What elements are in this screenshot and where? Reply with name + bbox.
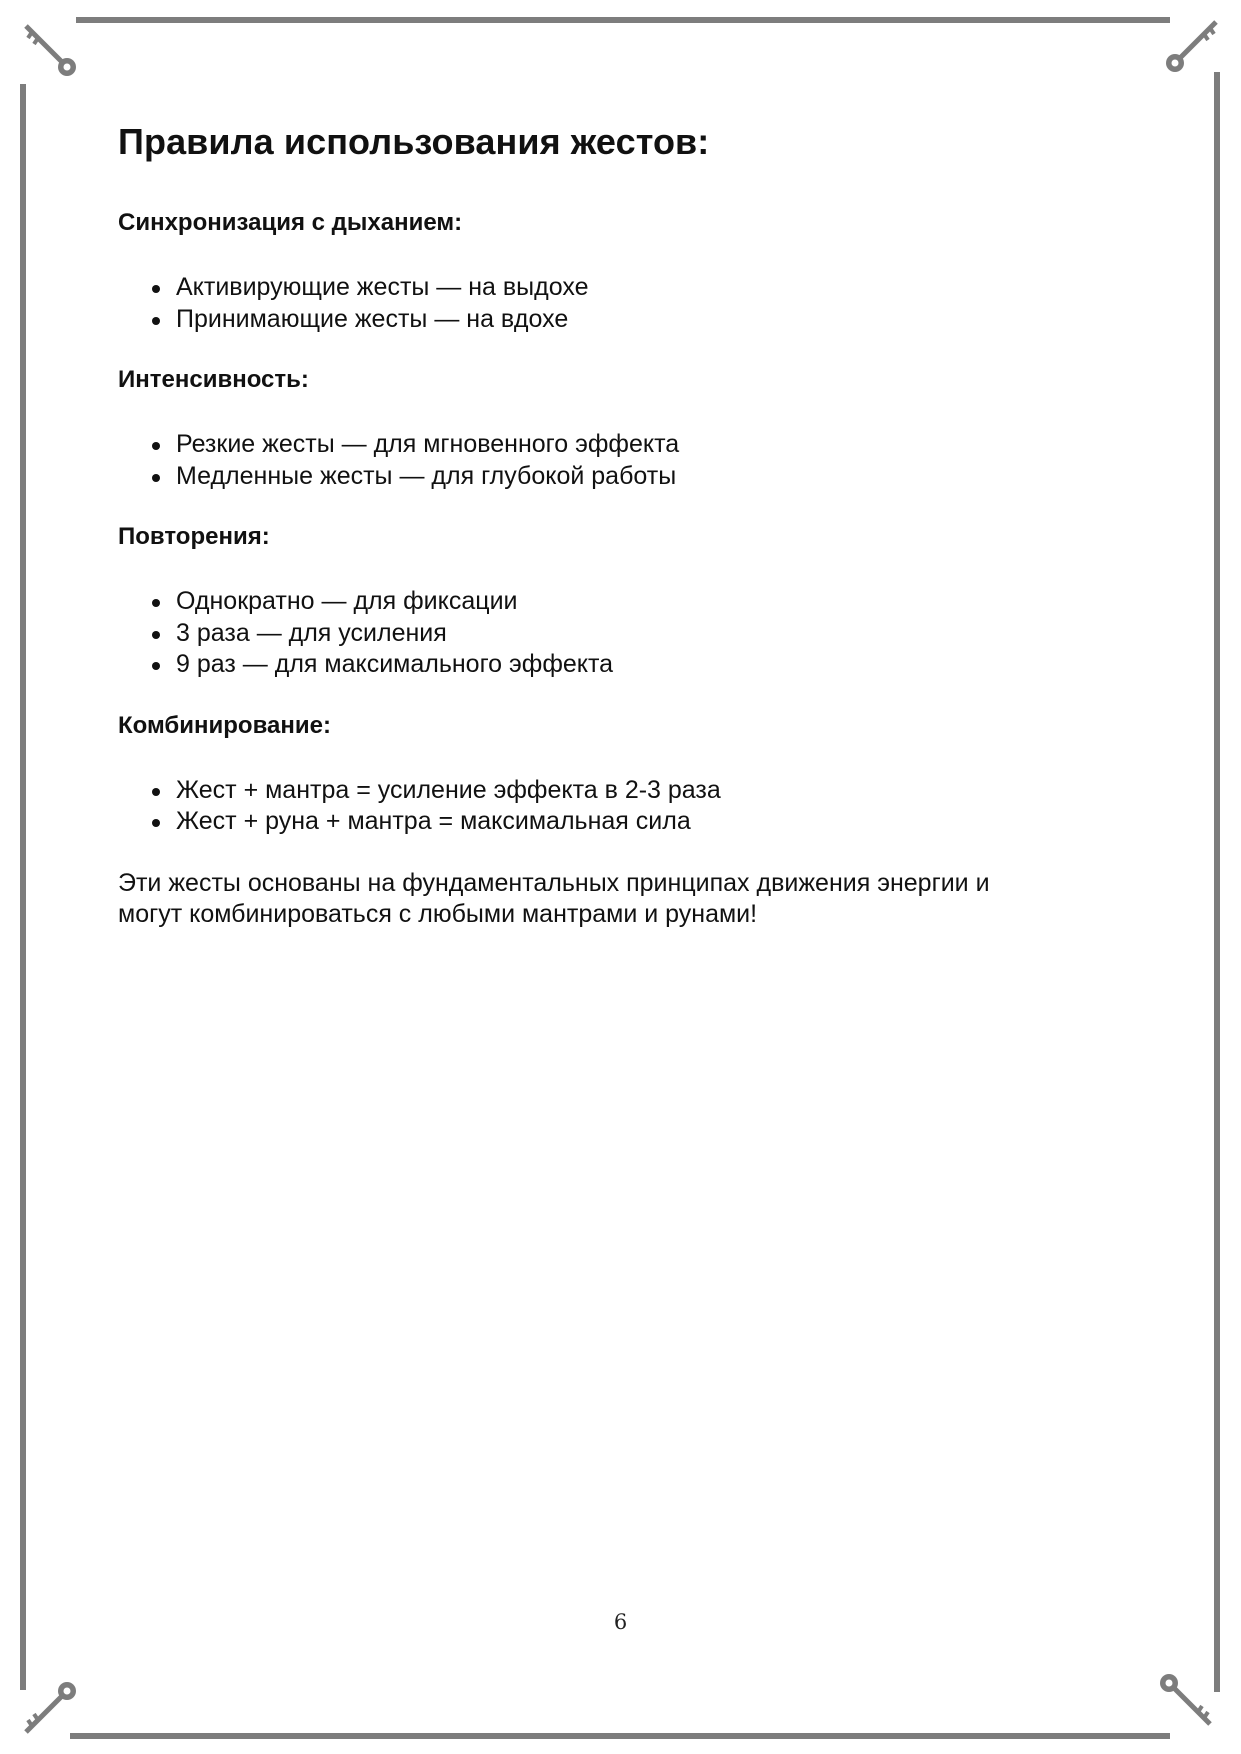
section-breath-sync: [118, 208, 1118, 335]
frame-left-line: [20, 84, 26, 1690]
bullet-list: [118, 775, 1118, 838]
page-content: [118, 120, 1118, 931]
list-item: Медленные жесты — для глубокой работы: [176, 461, 1118, 493]
key-icon: [1164, 18, 1220, 74]
section-heading: Синхронизация с дыханием:: [118, 209, 463, 236]
section-heading: Комбинирование:: [118, 711, 331, 739]
key-icon: [1158, 1672, 1214, 1728]
section-repetitions: [118, 522, 1118, 681]
section-heading: Интенсивность:: [118, 366, 309, 393]
section-intensity: [118, 365, 1118, 492]
frame-top-line: [76, 17, 1170, 23]
key-icon: [22, 1680, 78, 1736]
list-item: Резкие жесты — для мгновенного эффекта: [176, 429, 1118, 461]
section-heading: Повторения:: [118, 523, 270, 550]
list-item: Активирующие жесты — на выдохе: [176, 272, 1118, 304]
bullet-list: [118, 429, 1118, 492]
frame-right-line: [1214, 72, 1220, 1692]
page-number: 6: [613, 1610, 628, 1634]
list-item: Принимающие жесты — на вдохе: [176, 304, 1118, 336]
frame-bottom-line: [70, 1733, 1170, 1739]
closing-paragraph: [118, 868, 1098, 931]
list-item: Жест + мантра = усиление эффекта в 2-3 раза: [176, 775, 1118, 807]
key-icon: [22, 22, 78, 78]
bullet-list: [118, 586, 1118, 681]
closing-line: Эти жесты основаны на фундаментальных принципах движения энергии и: [118, 868, 990, 897]
closing-line: могут комбинироваться с любыми мантрами и рунами!: [118, 900, 758, 928]
list-item: 3 раза — для усиления: [176, 618, 1118, 650]
page-title: Правила использования жестов:: [118, 121, 710, 162]
bullet-list: [118, 272, 1118, 335]
list-item: 9 раз — для максимального эффекта: [176, 649, 1118, 681]
list-item: Однократно — для фиксации: [176, 586, 1118, 618]
section-combining: [118, 711, 1118, 838]
list-item: Жест + руна + мантра = максимальная сила: [176, 806, 1118, 838]
